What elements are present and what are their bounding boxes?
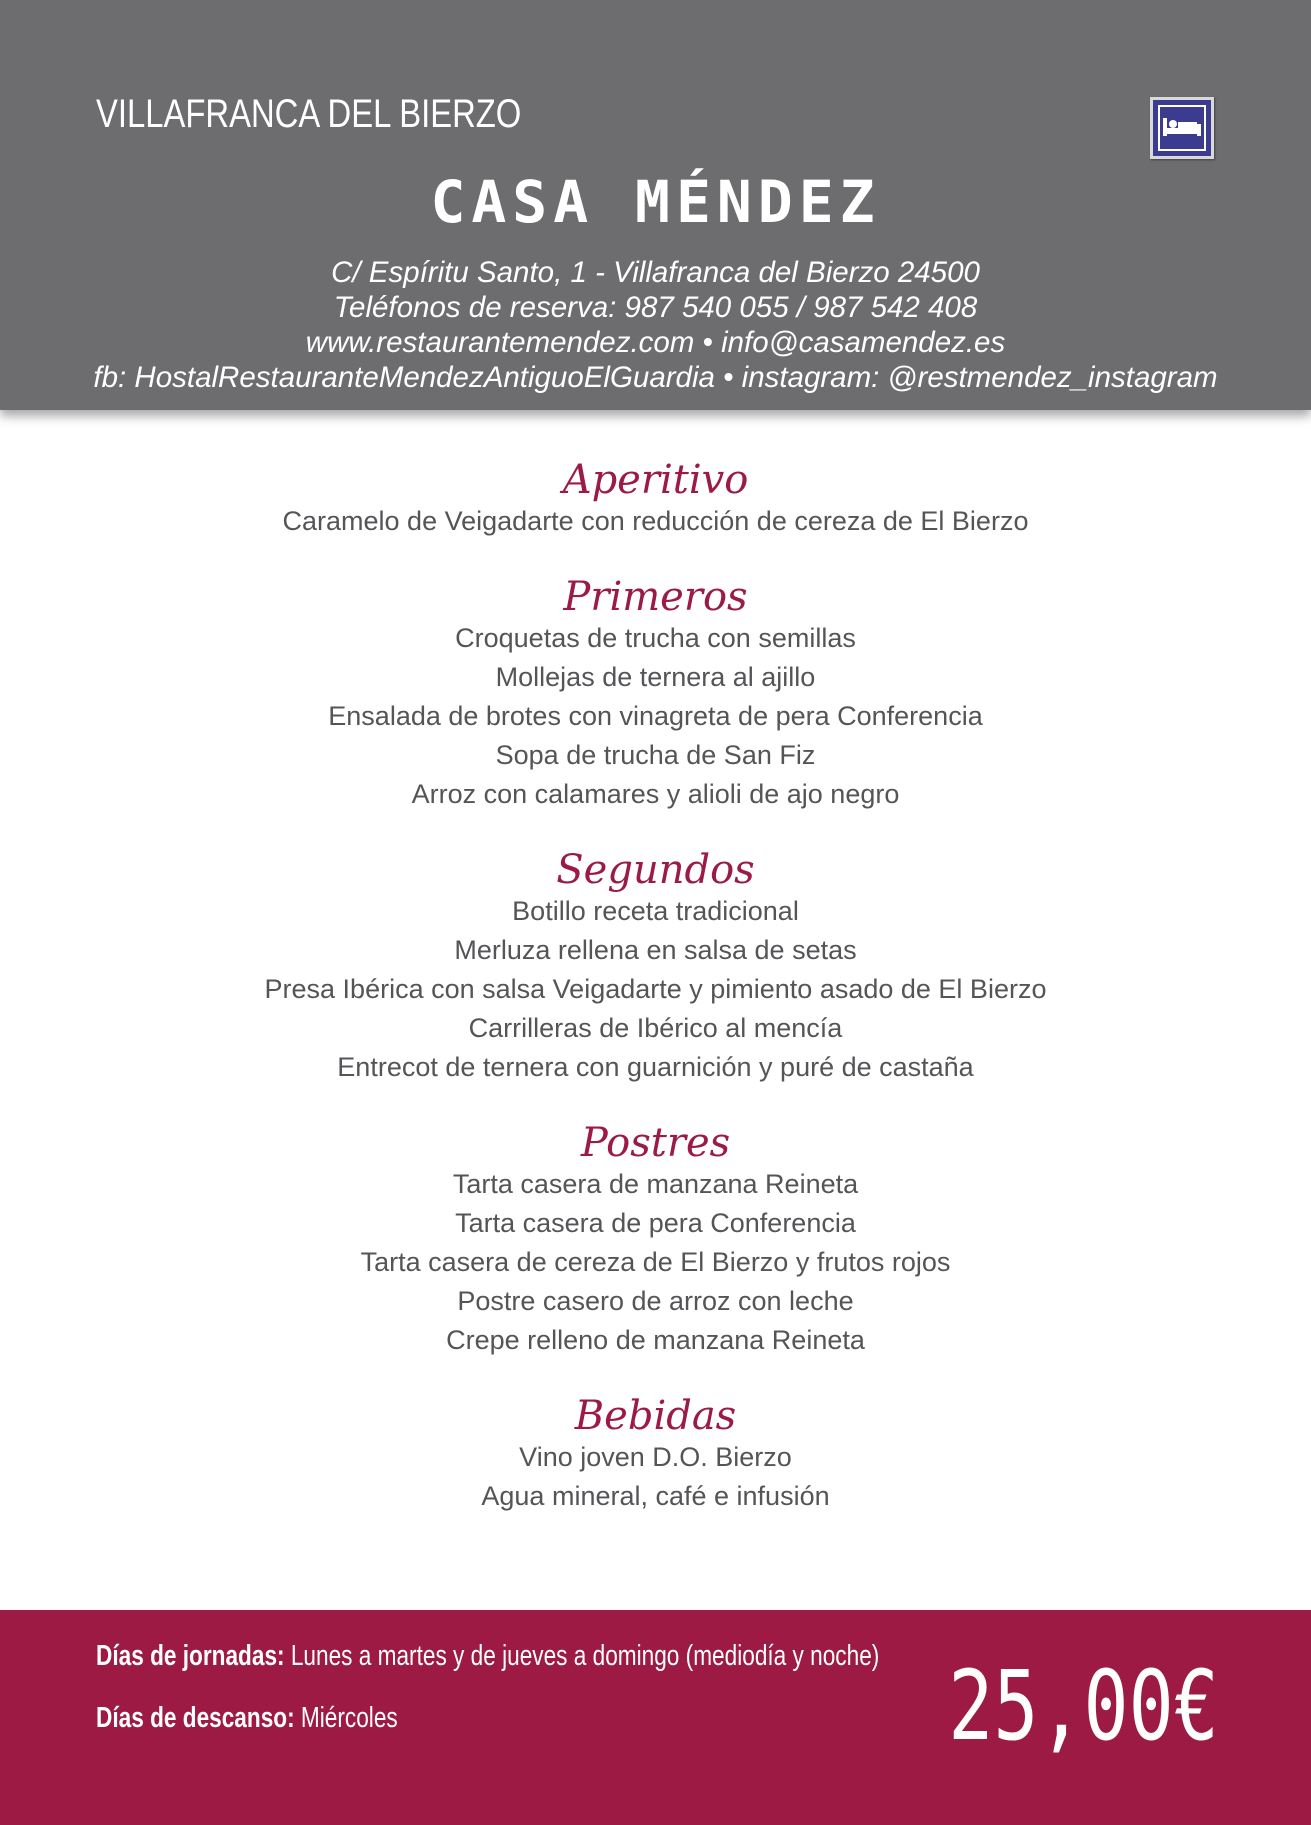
rest-days-label: Días de descanso: <box>96 1702 295 1734</box>
menu-item: Botillo receta tradicional <box>512 896 799 926</box>
section-title: Postres <box>580 1120 731 1166</box>
menu-section-aperitivo <box>0 458 1311 541</box>
service-days <box>96 1640 879 1673</box>
section-title: Primeros <box>563 574 748 620</box>
web-line: www.restaurantemendez.com • info@casamendez.es <box>305 326 1006 359</box>
header-banner <box>0 0 1311 410</box>
menu-item: Presa Ibérica con salsa Veigadarte y pimiento asado de El Bierzo <box>264 974 1047 1004</box>
menu-item: Merluza rellena en salsa de setas <box>454 935 857 965</box>
menu-item: Croquetas de trucha con semillas <box>455 623 856 653</box>
menu-item: Tarta casera de cereza de El Bierzo y frutos rojos <box>360 1247 951 1277</box>
menu-section-primeros <box>0 575 1311 814</box>
rest-days-value: Miércoles <box>300 1702 398 1734</box>
phones-line: Teléfonos de reserva: 987 540 055 / 987 542 408 <box>333 291 978 324</box>
service-days-label: Días de jornadas: <box>96 1640 285 1672</box>
section-title: Aperitivo <box>562 457 749 503</box>
menu-item: Carrilleras de Ibérico al mencía <box>468 1013 843 1043</box>
menu-section-segundos <box>0 848 1311 1087</box>
menu-item: Agua mineral, café e infusión <box>481 1481 830 1511</box>
section-title: Bebidas <box>574 1393 737 1439</box>
bed-icon <box>1150 97 1214 159</box>
menu-item: Caramelo de Veigadarte con reducción de cereza de El Bierzo <box>282 506 1029 536</box>
menu-item: Vino joven D.O. Bierzo <box>519 1442 792 1472</box>
menu-item: Postre casero de arroz con leche <box>457 1286 854 1316</box>
menu-section-postres <box>0 1121 1311 1360</box>
address-line: C/ Espíritu Santo, 1 - Villafranca del Bierzo 24500 <box>331 256 980 289</box>
menu-item: Crepe relleno de manzana Reineta <box>446 1325 865 1355</box>
rest-days <box>96 1702 398 1735</box>
menu-item: Sopa de trucha de San Fiz <box>495 740 816 770</box>
menu-item: Mollejas de ternera al ajillo <box>495 662 816 692</box>
footer-banner <box>0 1610 1311 1825</box>
menu-item: Arroz con calamares y alioli de ajo negro <box>411 779 900 809</box>
restaurant-name: CASA MÉNDEZ <box>430 168 881 236</box>
menu-item: Tarta casera de pera Conferencia <box>455 1208 856 1238</box>
menu <box>0 458 1311 1550</box>
menu-item: Entrecot de ternera con guarnición y puré de castaña <box>337 1052 974 1082</box>
contact-info <box>0 255 1311 395</box>
social-line: fb: HostalRestauranteMendezAntiguoElGuardia • instagram: @restmendez_instagram <box>93 361 1218 394</box>
town-name: VILLAFRANCA DEL BIERZO <box>96 92 522 136</box>
menu-section-bebidas <box>0 1394 1311 1516</box>
service-days-value: Lunes a martes y de jueves a domingo (mediodía y noche) <box>290 1640 880 1672</box>
menu-item: Tarta casera de manzana Reineta <box>452 1169 859 1199</box>
menu-item: Ensalada de brotes con vinagreta de pera Conferencia <box>328 701 983 731</box>
menu-price: 25,00€ <box>948 1650 1219 1762</box>
section-title: Segundos <box>556 847 755 893</box>
